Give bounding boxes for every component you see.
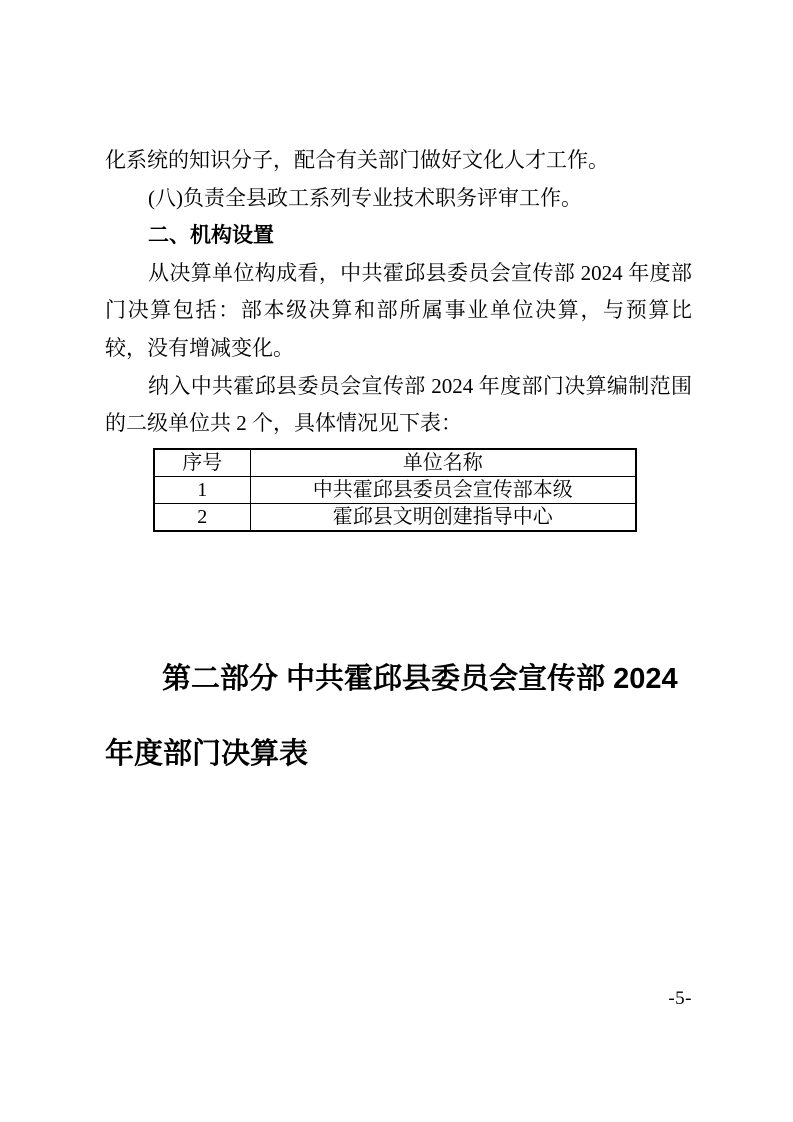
unit-seq-cell: 1	[154, 476, 250, 503]
paragraph-budget-units-composition: 从决算单位构成看，中共霍邱县委员会宣传部 2024 年度部门决算包括：部本级决算和部所属事业单位决算，与预算比较，没有增减变化。	[105, 260, 692, 360]
main-text-column	[105, 142, 692, 532]
part-two-heading: 第二部分 中共霍邱县委员会宣传部 2024 年度部门决算表	[105, 663, 678, 770]
units-table-header-name: 单位名称	[250, 449, 636, 477]
unit-name-cell: 霍邱县文明创建指导中心	[250, 503, 636, 531]
units-table	[153, 448, 637, 532]
page-number: -5-	[668, 988, 692, 1009]
duty-item-eight: (八)负责全县政工系列专业技术职务评审工作。	[148, 185, 582, 210]
unit-seq-cell: 2	[154, 503, 250, 531]
unit-name-cell: 中共霍邱县委员会宣传部本级	[250, 476, 636, 503]
paragraph-continuation: 化系统的知识分子，配合有关部门做好文化人才工作。	[105, 148, 609, 172]
units-table-header-seq: 序号	[154, 449, 250, 477]
paragraph-secondary-units-intro: 纳入中共霍邱县委员会宣传部 2024 年度部门决算编制范围的二级单位共 2 个，具体情况见下表：	[105, 373, 692, 436]
units-table-header-row	[154, 449, 636, 477]
section-heading-organization-setup: 二、机构设置	[148, 224, 274, 248]
table-row	[154, 503, 636, 531]
table-row	[154, 476, 636, 503]
